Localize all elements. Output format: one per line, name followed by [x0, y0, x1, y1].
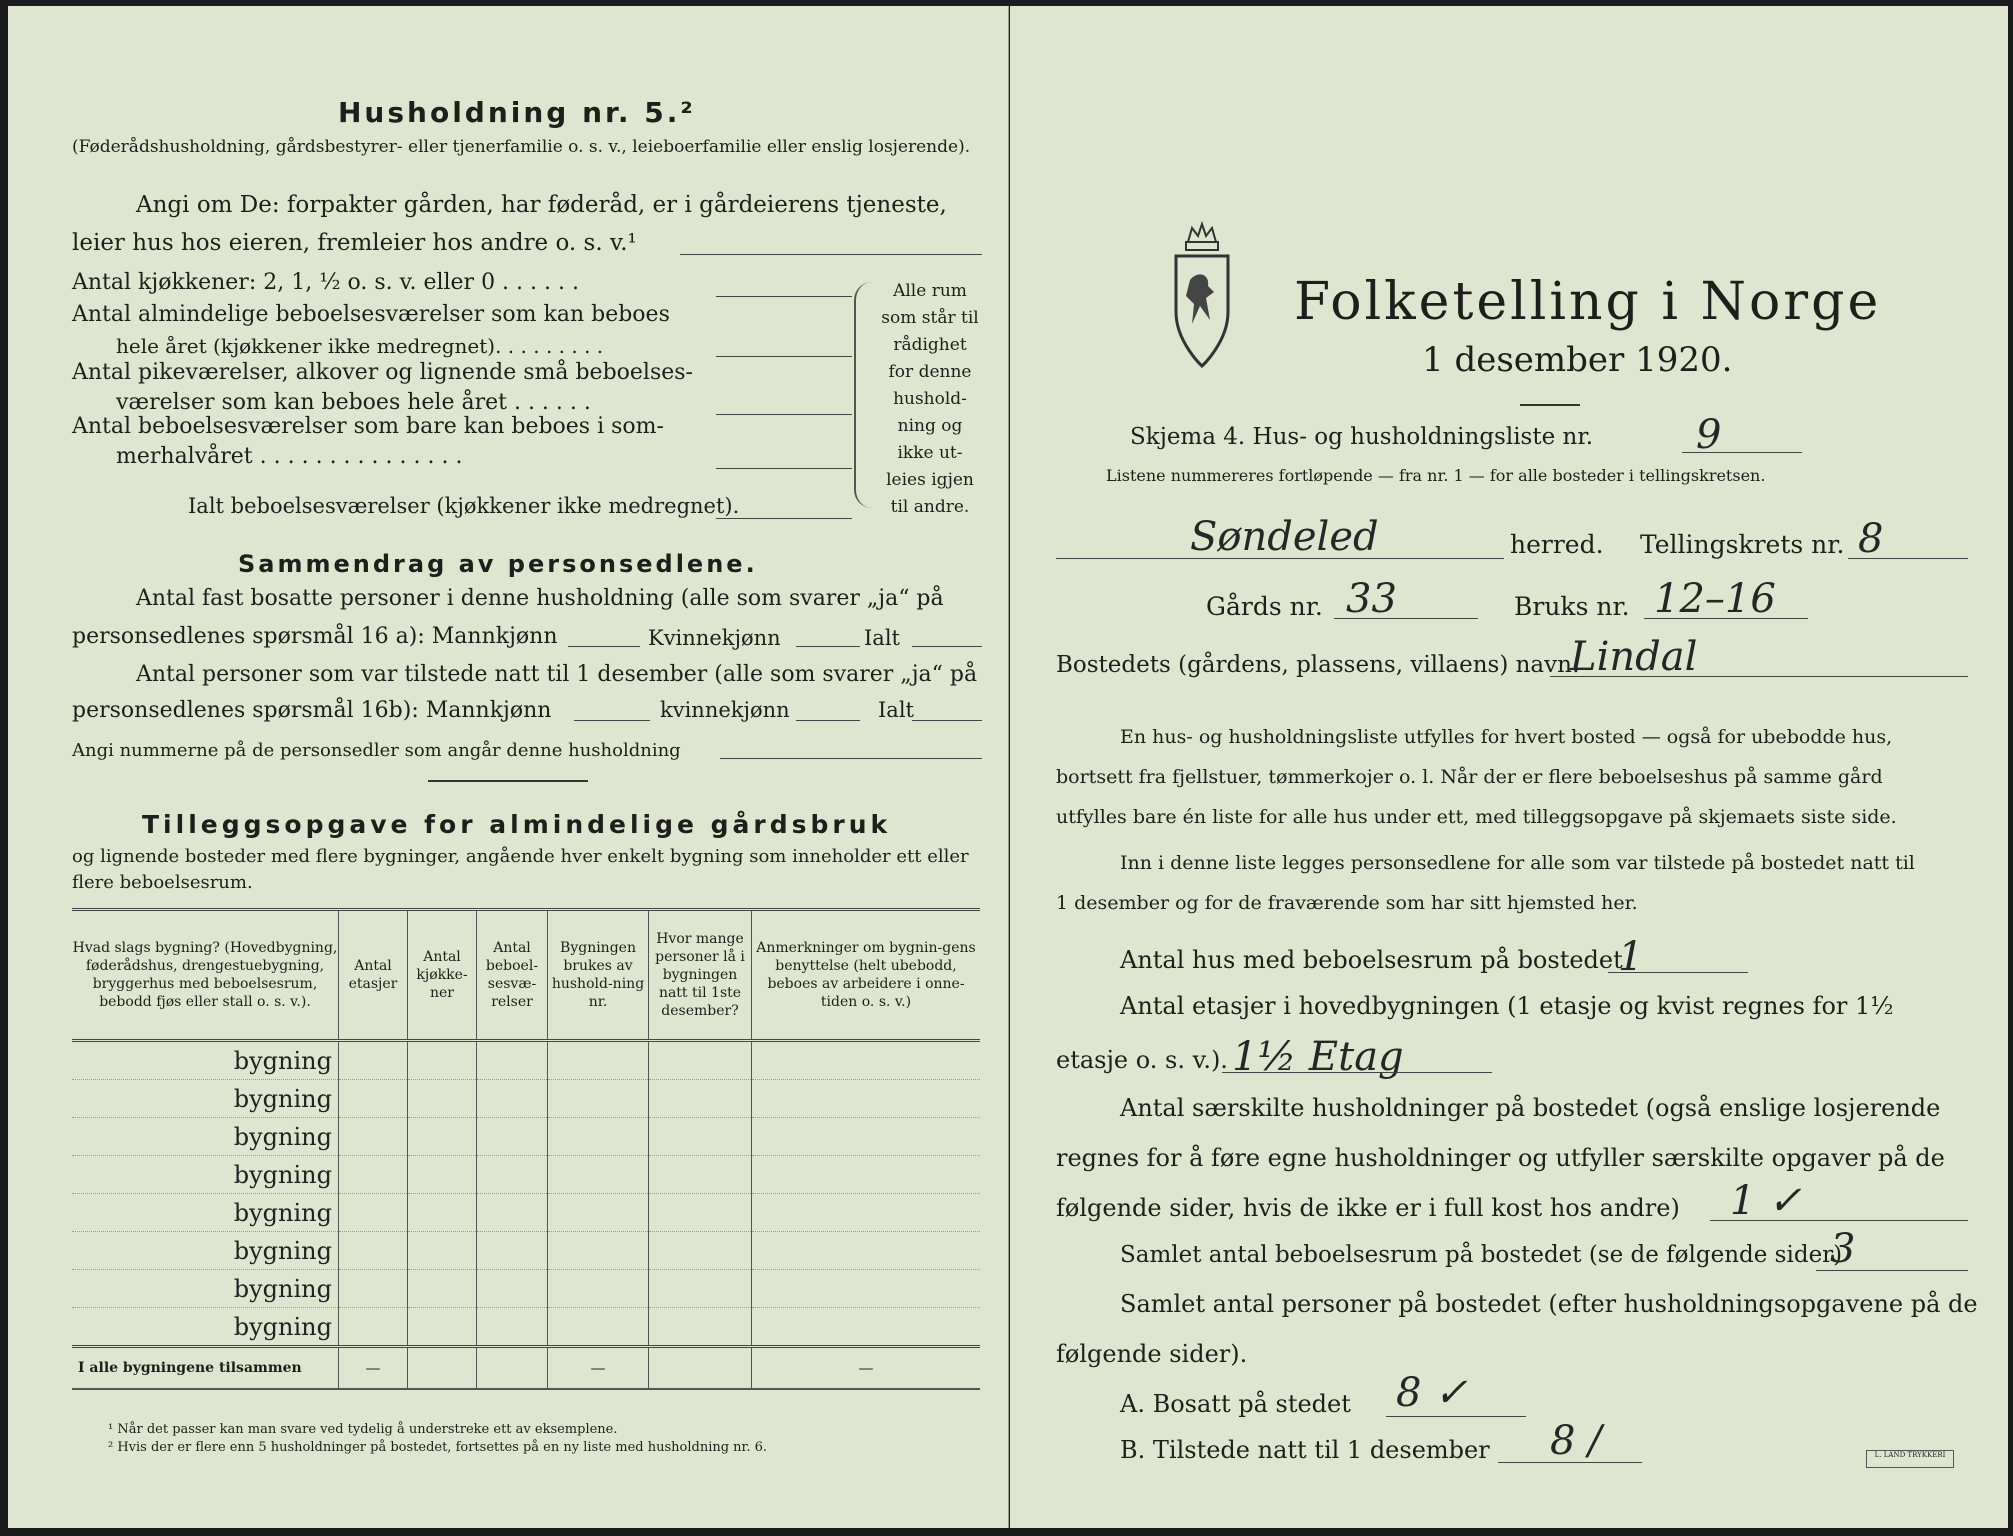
angi-line-2: leier hus hos eieren, fremleier hos andre o. s. v.¹ [72, 230, 637, 256]
building-row-cell [649, 1270, 752, 1308]
summary-line-2b: Kvinnekjønn [648, 626, 781, 650]
side-note: Alle rum som står til rådighet for denne hushold- ning og ikke ut- leies igjen til andre. [881, 281, 979, 517]
herred-label: herred. [1510, 530, 1604, 559]
summary-heading: Sammendrag av personsedlene. [238, 550, 758, 578]
tillegg-subheading: og lignende bosteder med flere bygninger, angående hver enkelt bygning som inneholder ett eller flere beboelsesrum. [72, 846, 969, 893]
building-row-cell [548, 1041, 649, 1080]
krets-value: 8 [1858, 516, 1884, 562]
hushold-line-3: følgende sider, hvis de ikke er i full kost hos andre) [1056, 1194, 1680, 1222]
coat-of-arms-icon [1170, 220, 1234, 374]
building-row-cell [649, 1156, 752, 1194]
col-rooms: Antal beboel-sesvæ-relser [477, 910, 548, 1041]
col-building-type: Hvad slags bygning? (Hovedbygning, føderådshus, drengestuebygning, bryggerhus med beboelsesrum, bebodd fjøs eller stall o. s. v.). [72, 910, 339, 1041]
instruction-4: Inn i denne liste legges personsedlene for alle som var tilstede på bostedet natt til [1120, 852, 1915, 874]
small-rooms-label-2: værelser som kan beboes hele året . . . . . . [116, 390, 591, 415]
building-row-cell [408, 1270, 477, 1308]
table-row [72, 1232, 980, 1270]
printer-stamp: L. LAND TRYKKERI [1866, 1450, 1954, 1468]
bruks-value: 12–16 [1654, 576, 1776, 622]
summary-line-3: Antal personer som var tilstede natt til 1 desember (alle som svarer „ja“ på [136, 662, 978, 687]
small-rooms-answer-line [716, 414, 852, 415]
footnote-2: ² Hvis der er flere enn 5 husholdninger på bostedet, fortsettes på en ny liste med husholdning nr. 6. [108, 1440, 768, 1455]
building-row-cell [477, 1041, 548, 1080]
footnote-1: ¹ Når det passer kan man svare ved tydelig å understreke ett av eksemplene. [108, 1422, 618, 1437]
building-row-label: bygning [72, 1232, 339, 1270]
building-row-label: bygning [72, 1270, 339, 1308]
total-label: I alle bygningene tilsammen [72, 1347, 339, 1390]
separator-rule [428, 780, 588, 782]
building-row-cell [752, 1041, 981, 1080]
summer-rooms-answer-line [716, 468, 852, 469]
bosatt-line [1386, 1416, 1526, 1417]
ordinary-rooms-label-1: Antal almindelige beboelsesværelser som kan beboes [72, 302, 670, 327]
building-row-cell [408, 1156, 477, 1194]
table-row [72, 1080, 980, 1118]
building-row-cell [649, 1194, 752, 1232]
building-row-label: bygning [72, 1194, 339, 1232]
hus-line [1608, 972, 1748, 973]
men-present-line [574, 720, 650, 721]
etasjer-value: 1½ Etag [1232, 1034, 1404, 1080]
left-page [8, 6, 1009, 1528]
krets-line [1848, 558, 1968, 559]
building-row-cell [339, 1270, 408, 1308]
krets-label: Tellingskrets nr. [1640, 530, 1845, 559]
table-row [72, 1118, 980, 1156]
skjema-value: 9 [1696, 412, 1722, 458]
table-row [72, 1308, 980, 1347]
summary-line-4a: personsedlenes spørsmål 16b): Mannkjønn [72, 698, 552, 723]
pers-line-1: Samlet antal personer på bostedet (efter husholdningsopgavene på de [1120, 1290, 1978, 1318]
building-row-cell [752, 1080, 981, 1118]
hus-value: 1 [1618, 934, 1644, 980]
building-row-cell [339, 1041, 408, 1080]
building-total-row [72, 1347, 980, 1390]
men-resident-line [568, 646, 640, 647]
women-resident-line [796, 646, 860, 647]
col-kitchens: Antal kjøkke-ner [408, 910, 477, 1041]
building-row-cell [548, 1080, 649, 1118]
tillegg-heading: Tilleggsopgave for almindelige gårdsbruk [142, 810, 892, 839]
skjema-line [1682, 452, 1802, 453]
building-row-cell [408, 1194, 477, 1232]
building-row-cell [752, 1308, 981, 1347]
bosted-value: Lindal [1570, 634, 1698, 680]
col-remarks: Anmerkninger om bygnin-gens benyttelse (helt ubebodd, beboes av arbeidere i onne-tiden o. s. v.) [752, 910, 981, 1041]
etasjer-line-2: etasje o. s. v.). [1056, 1046, 1228, 1074]
building-row-cell [649, 1080, 752, 1118]
census-title: Folketelling i Norge [1294, 272, 1882, 332]
gards-line [1334, 618, 1478, 619]
building-row-label: bygning [72, 1041, 339, 1080]
building-table-header [72, 910, 980, 1041]
kitchens-label: Antal kjøkkener: 2, 1, ½ o. s. v. eller 0 . . . . . . [72, 270, 579, 295]
bosted-line [1550, 676, 1968, 677]
summary-line-4b: kvinnekjønn [660, 698, 790, 722]
building-row-cell [408, 1080, 477, 1118]
building-row-cell [649, 1041, 752, 1080]
building-row-cell [339, 1080, 408, 1118]
building-row-cell [408, 1041, 477, 1080]
bruks-line [1644, 618, 1808, 619]
small-rooms-label-1: Antal pikeværelser, alkover og lignende små beboelses- [72, 360, 693, 385]
building-row-cell [408, 1232, 477, 1270]
pers-line-2: følgende sider). [1056, 1340, 1248, 1368]
summary-line-2a: personsedlenes spørsmål 16 a): Mannkjønn [72, 624, 558, 649]
building-row-cell [477, 1194, 548, 1232]
building-row-cell [339, 1156, 408, 1194]
building-row-cell [339, 1118, 408, 1156]
table-row [72, 1041, 980, 1080]
total-present-line [912, 720, 982, 721]
table-row [72, 1270, 980, 1308]
col-floors: Antal etasjer [339, 910, 408, 1041]
rom-line [1816, 1270, 1968, 1271]
census-date: 1 desember 1920. [1422, 340, 1733, 380]
tilstede-value: 8 / [1550, 1418, 1602, 1464]
hushold-line-1: Antal særskilte husholdninger på bostedet (også enslige losjerende [1120, 1094, 1941, 1122]
building-row-cell [477, 1080, 548, 1118]
building-row-cell [752, 1270, 981, 1308]
bosatt-label: A. Bosatt på stedet [1120, 1390, 1351, 1418]
skjema-label: Skjema 4. Hus- og husholdningsliste nr. [1130, 424, 1594, 450]
gards-value: 33 [1346, 576, 1397, 622]
building-row-cell [752, 1118, 981, 1156]
hushold-line-2: regnes for å føre egne husholdninger og utfyller særskilte opgaver på de [1056, 1144, 1945, 1172]
total-household: — [548, 1347, 649, 1390]
total-rooms [477, 1347, 548, 1390]
building-table [72, 908, 980, 1390]
building-row-cell [339, 1194, 408, 1232]
household-intro: (Føderådshusholdning, gårdsbestyrer- eller tjenerfamilie o. s. v., leieboerfamilie eller enslig losjerende). [72, 137, 971, 157]
rom-value: 3 [1830, 1226, 1856, 1272]
summary-line-5: Angi nummerne på de personsedler som angår denne husholdning [72, 740, 681, 761]
bosatt-value: 8 ✓ [1396, 1370, 1468, 1416]
building-row-cell [548, 1194, 649, 1232]
summer-rooms-label-2: merhalvåret . . . . . . . . . . . . . . . [116, 444, 463, 469]
bruks-label: Bruks nr. [1514, 592, 1630, 621]
building-row-label: bygning [72, 1118, 339, 1156]
building-row-cell [649, 1308, 752, 1347]
building-row-cell [752, 1232, 981, 1270]
household-heading: Husholdning nr. 5.² [338, 96, 696, 129]
women-present-line [796, 720, 860, 721]
rooms-bracket [854, 282, 872, 508]
tilstede-label: B. Tilstede natt til 1 desember [1120, 1436, 1490, 1464]
total-floors: — [339, 1347, 408, 1390]
instruction-2: bortsett fra fjellstuer, tømmerkojer o. l. Når der er flere beboelseshus på samme gård [1056, 766, 1883, 788]
hus-label: Antal hus med beboelsesrum på bostedet [1120, 946, 1623, 974]
table-row [72, 1156, 980, 1194]
total-persons [649, 1347, 752, 1390]
building-row-cell [752, 1194, 981, 1232]
rom-label: Samlet antal beboelsesrum på bostedet (se de følgende sider) [1120, 1242, 1843, 1268]
building-row-cell [548, 1308, 649, 1347]
kitchens-answer-line [716, 296, 852, 297]
building-row-label: bygning [72, 1080, 339, 1118]
col-persons: Hvor mange personer lå i bygningen natt til 1ste desember? [649, 910, 752, 1041]
building-row-cell [477, 1118, 548, 1156]
right-page [1010, 6, 2008, 1528]
instruction-1: En hus- og husholdningsliste utfylles for hvert bosted — også for ubebodde hus, [1120, 726, 1893, 748]
herred-line [1056, 558, 1504, 559]
summary-line-2c: Ialt [864, 626, 900, 650]
summer-rooms-label-1: Antal beboelsesværelser som bare kan beboes i som- [72, 414, 664, 439]
hushold-line [1710, 1220, 1968, 1221]
total-kitchens [408, 1347, 477, 1390]
building-row-cell [477, 1156, 548, 1194]
angi-answer-line [680, 254, 982, 255]
building-row-label: bygning [72, 1308, 339, 1347]
building-row-cell [477, 1270, 548, 1308]
building-row-cell [339, 1232, 408, 1270]
total-rooms-label: Ialt beboelsesværelser (kjøkkener ikke medregnet). [188, 494, 740, 518]
summary-line-1: Antal fast bosatte personer i denne husholdning (alle som svarer „ja“ på [136, 586, 944, 611]
building-row-cell [408, 1118, 477, 1156]
building-row-cell [477, 1308, 548, 1347]
building-row-label: bygning [72, 1156, 339, 1194]
building-row-cell [548, 1118, 649, 1156]
instruction-5: 1 desember og for de fraværende som har sitt hjemsted her. [1056, 892, 1638, 914]
building-row-cell [649, 1232, 752, 1270]
table-row [72, 1194, 980, 1232]
tilstede-line [1498, 1462, 1642, 1463]
building-rows [72, 1041, 980, 1347]
building-row-cell [752, 1156, 981, 1194]
building-row-cell [548, 1270, 649, 1308]
total-remarks: — [752, 1347, 981, 1390]
col-household-no: Bygningen brukes av hushold-ning nr. [548, 910, 649, 1041]
building-row-cell [649, 1118, 752, 1156]
building-row-cell [548, 1156, 649, 1194]
summary-line-4c: Ialt [878, 698, 914, 722]
bosted-label: Bostedets (gårdens, plassens, villaens) navn: [1056, 652, 1580, 678]
etasjer-line-1: Antal etasjer i hovedbygningen (1 etasje og kvist regnes for 1½ [1120, 992, 1894, 1020]
building-row-cell [477, 1232, 548, 1270]
ordinary-rooms-label-2: hele året (kjøkkener ikke medregnet). . . . . . . . . [116, 334, 604, 358]
hushold-value: 1 ✓ [1730, 1178, 1802, 1224]
etasjer-line [1222, 1072, 1492, 1073]
building-row-cell [339, 1308, 408, 1347]
ordinary-rooms-answer-line [716, 356, 852, 357]
listene-note: Listene nummereres fortløpende — fra nr. 1 — for alle bosteder i tellingskretsen. [1106, 466, 1766, 485]
angi-line-1: Angi om De: forpakter gården, har føderåd, er i gårdeierens tjeneste, [136, 192, 947, 218]
summary-numbers-line [720, 758, 982, 759]
building-row-cell [548, 1232, 649, 1270]
herred-value: Søndeled [1190, 514, 1379, 560]
total-resident-line [912, 646, 982, 647]
total-rooms-answer-line [716, 518, 852, 519]
gards-label: Gårds nr. [1206, 592, 1323, 621]
title-rule [1520, 404, 1580, 406]
instruction-3: utfylles bare én liste for alle hus under ett, med tilleggsopgave på skjemaets siste side. [1056, 806, 1897, 828]
building-row-cell [408, 1308, 477, 1347]
